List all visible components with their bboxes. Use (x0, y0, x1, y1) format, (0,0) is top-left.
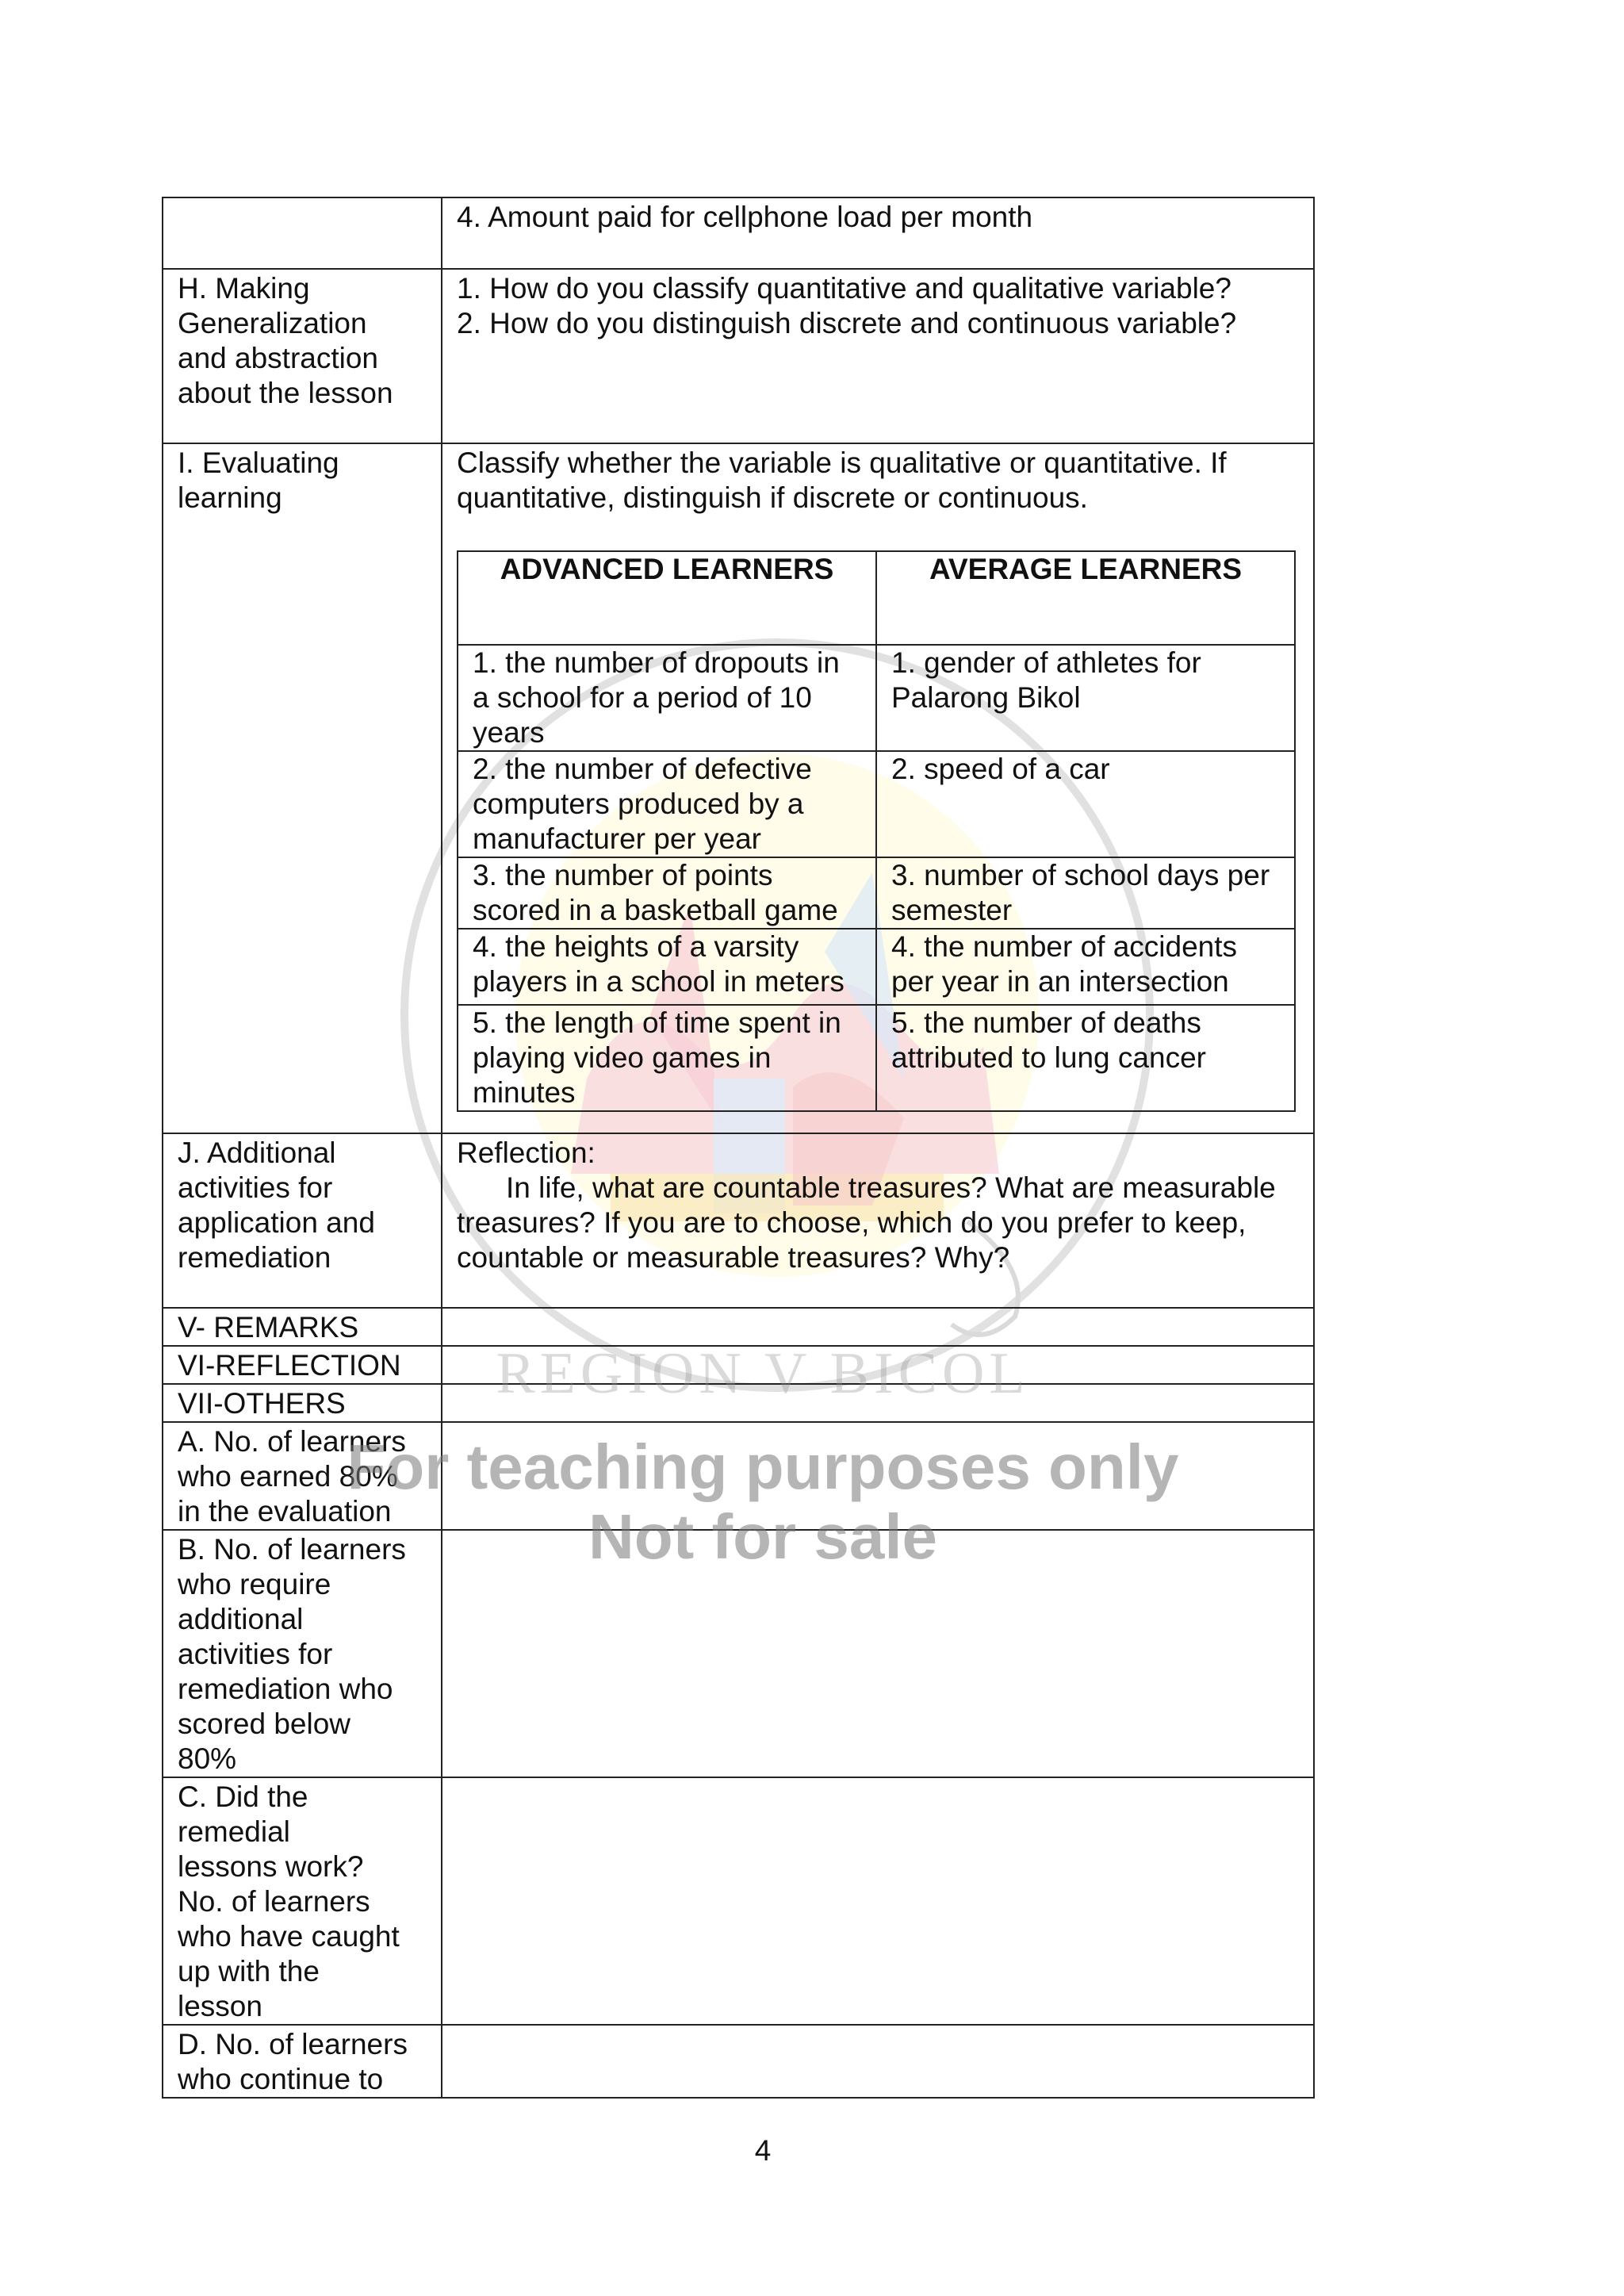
row-d-cell (442, 2025, 1314, 2098)
row-j-additional (163, 1133, 1314, 1308)
row-g-continuation (163, 197, 1314, 269)
average-item: 1. gender of athletes for Palarong Bikol (876, 645, 1295, 751)
row-c-cell (442, 1777, 1314, 2025)
page-number: 4 (754, 2134, 772, 2167)
watermark-not-for-sale-text: Not for sale (588, 1501, 938, 1572)
row-i-evaluating (163, 443, 1314, 1133)
remarks-cell (442, 1308, 1314, 1346)
average-item: 3. number of school days per semester (876, 857, 1295, 929)
advanced-learners-header: ADVANCED LEARNERS (458, 551, 876, 645)
row-i-label: I. Evaluating learning (163, 443, 442, 1133)
row-i-content: Classify whether the variable is qualitative or quantitative. If quantitative, distinguish if discrete or continuous. ADVANCED LEARNERS AVERAGE LEARNERS 1. the number of dropouts in a school for a period of 10 years 1. gender of athletes for Palarong Bikol 2. the number of defective computers produced by a manufacturer per year 2. speed of a car 3. the number of points scored in a basketball game 3. number of school days per semester 4. the heights of a varsity players in a school in meters 4. the number of accidents per year in an intersection 5. the length of time spent in playing video games in minutes 5. the number of deaths attributed to lung cancer (442, 443, 1314, 1133)
row-c-label: C. Did the remedial lessons work? No. of learners who have caught up with the lesson (163, 1777, 442, 2025)
row-remarks (163, 1308, 1314, 1346)
average-item: 2. speed of a car (876, 751, 1295, 857)
learners-row (458, 751, 1295, 857)
reflection-label: VI-REFLECTION (163, 1346, 442, 1384)
watermark-region-text: REGION V BICOL (496, 1341, 1030, 1406)
row-g-label (163, 197, 442, 269)
remarks-label: V- REMARKS (163, 1308, 442, 1346)
advanced-item: 5. the length of time spent in playing video games in minutes (458, 1005, 876, 1111)
row-j-content: Reflection: In life, what are countable treasures? What are measurable treasures? If you are to choose, which do you prefer to keep, countable or measurable treasures? Why? (442, 1133, 1314, 1308)
learners-row (458, 1005, 1295, 1111)
learners-header-row (458, 551, 1295, 645)
row-h-content: 1. How do you classify quantitative and qualitative variable? 2. How do you distinguish discrete and continuous variable? (442, 269, 1314, 443)
learners-row (458, 857, 1295, 929)
row-h-generalization (163, 269, 1314, 443)
watermark-teaching-text: For teaching purposes only (347, 1432, 1179, 1502)
lesson-plan-table (162, 197, 1315, 2099)
learners-row (458, 929, 1295, 1005)
row-g-content: 4. Amount paid for cellphone load per month (442, 197, 1314, 269)
row-h-label: H. Making Generalization and abstraction about the lesson (163, 269, 442, 443)
row-d-continue (163, 2025, 1314, 2098)
average-item: 5. the number of deaths attributed to lung cancer (876, 1005, 1295, 1111)
average-learners-header: AVERAGE LEARNERS (876, 551, 1295, 645)
reflection-text: In life, what are countable treasures? What are measurable (506, 1171, 1276, 1204)
advanced-item: 3. the number of points scored in a basketball game (458, 857, 876, 929)
advanced-item: 1. the number of dropouts in a school for a period of 10 years (458, 645, 876, 751)
advanced-item: 4. the heights of a varsity players in a school in meters (458, 929, 876, 1005)
row-b-label: B. No. of learners who require additional activities for remediation who scored below 80% (163, 1530, 442, 1777)
row-a-label: A. No. of learners who earned 80% in the evaluation (163, 1422, 442, 1530)
reflection-title: Reflection: (457, 1137, 596, 1169)
row-j-label: J. Additional activities for application and remediation (163, 1133, 442, 1308)
others-label: VII-OTHERS (163, 1384, 442, 1422)
row-c-remedial-work (163, 1777, 1314, 2025)
average-item: 4. the number of accidents per year in an intersection (876, 929, 1295, 1005)
learners-table (457, 550, 1296, 1112)
advanced-item: 2. the number of defective computers produced by a manufacturer per year (458, 751, 876, 857)
learners-row (458, 645, 1295, 751)
row-d-label: D. No. of learners who continue to (163, 2025, 442, 2098)
